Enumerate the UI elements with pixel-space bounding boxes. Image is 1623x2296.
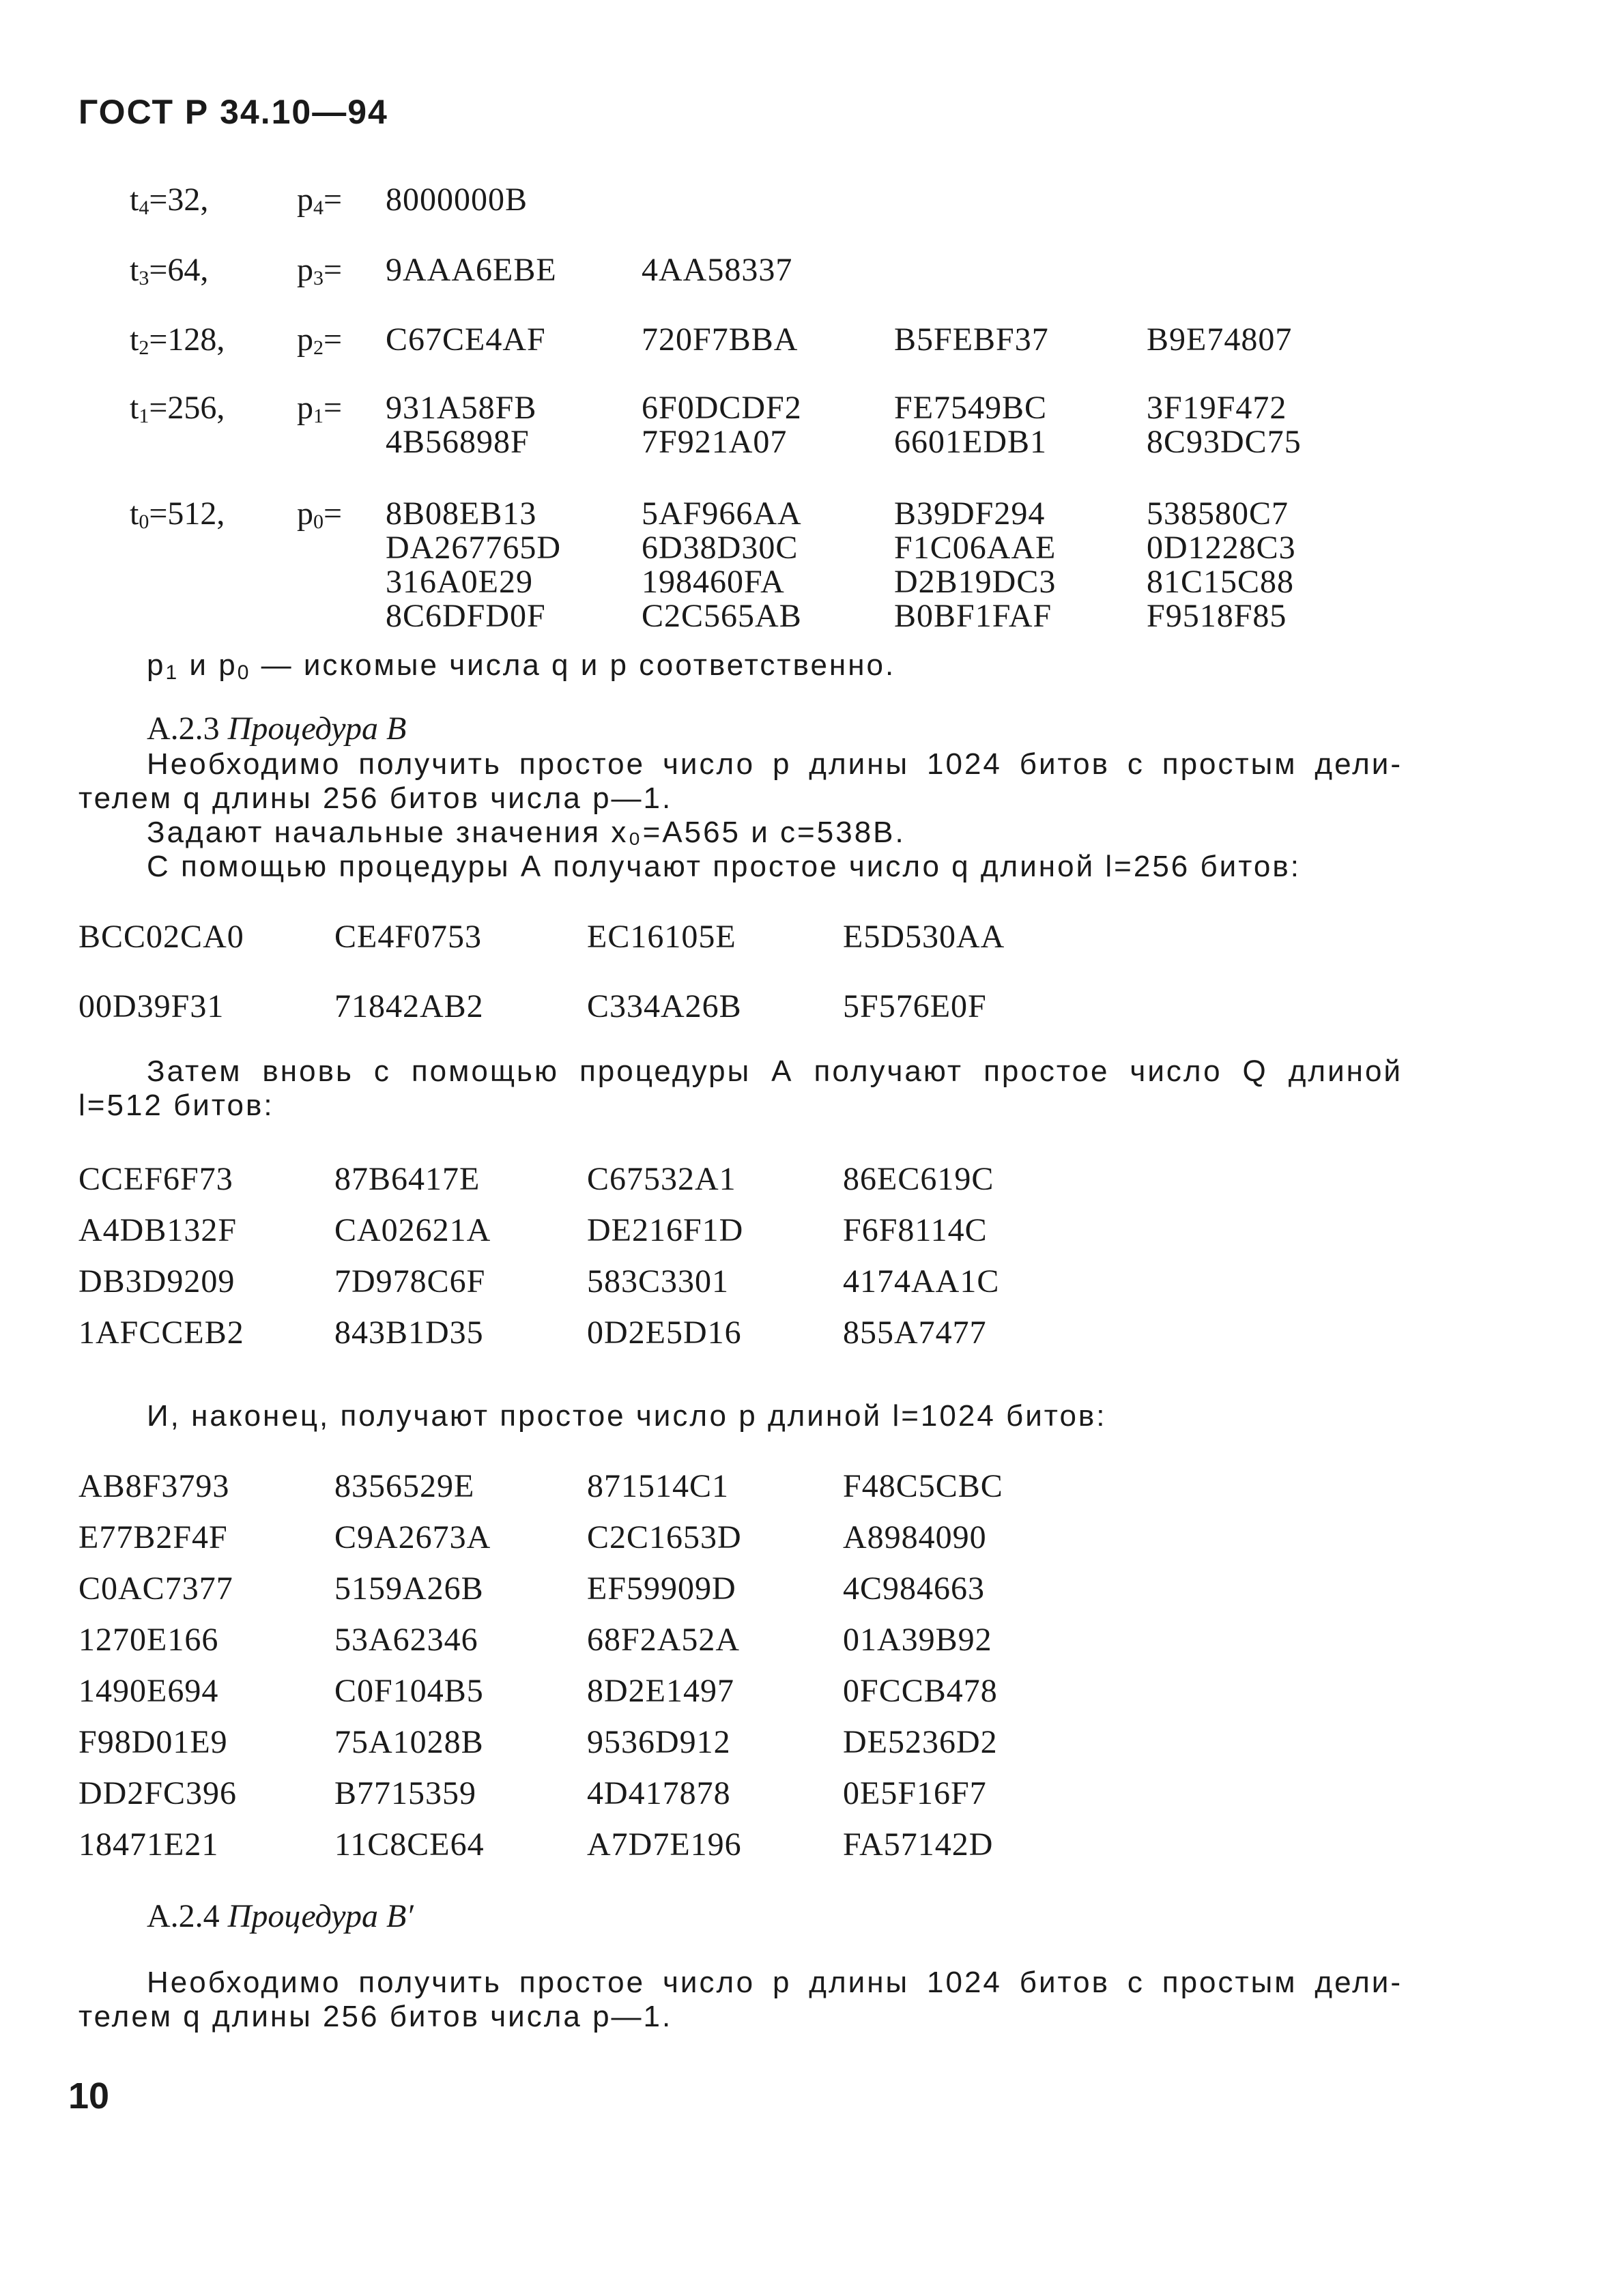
t-symbol: t xyxy=(130,252,139,288)
p-subscript: 3 xyxy=(313,267,324,289)
p-equals: = xyxy=(324,252,343,288)
section-a23-text: Необходимо получить простое число p длины 1024 битов с простым дели- телем q длины 256 битов числа p—1. Задают начальные значения x₀=A565 и c=538B. С помощью процедуры А получают простое число q длиной l=256 битов: xyxy=(78,747,1403,883)
hex-value: 4AA58337 xyxy=(642,252,793,288)
hex-value: 583C3301 xyxy=(587,1263,730,1300)
hex-value: B39DF294 xyxy=(894,496,1046,532)
hex-value: 5159A26B xyxy=(334,1570,484,1607)
hex-value: BCC02CA0 xyxy=(78,919,244,955)
t-symbol: t xyxy=(130,496,139,532)
hex-value: 538580C7 xyxy=(1147,496,1289,532)
hex-value: 6601EDB1 xyxy=(894,424,1047,460)
hex-value: 4C984663 xyxy=(843,1570,986,1607)
hex-value: 8B08EB13 xyxy=(386,496,537,532)
t-label xyxy=(130,495,225,534)
hex-value: EF59909D xyxy=(587,1570,736,1607)
hex-value: B5FEBF37 xyxy=(894,321,1049,358)
hex-value: 316A0E29 xyxy=(386,564,533,600)
t-symbol: t xyxy=(130,321,139,358)
hex-value: C0F104B5 xyxy=(334,1673,484,1709)
t-subscript: 0 xyxy=(139,511,149,533)
hex-value: C2C1653D xyxy=(587,1519,742,1555)
section-a24-heading: А.2.4 Процедура В′ xyxy=(147,1898,414,1934)
t-value: =256, xyxy=(149,390,225,426)
p-symbol: p xyxy=(297,252,313,288)
t-subscript: 2 xyxy=(139,336,149,359)
hex-value: A4DB132F xyxy=(78,1212,238,1248)
hex-value: FA57142D xyxy=(843,1826,994,1863)
p-label xyxy=(297,389,342,428)
hex-value: 3F19F472 xyxy=(1147,390,1287,426)
hex-value: 8000000B xyxy=(386,182,528,218)
hex-value: 0D2E5D16 xyxy=(587,1315,742,1351)
hex-value: DA267765D xyxy=(386,530,561,566)
hex-value: 75A1028B xyxy=(334,1724,484,1760)
hex-value: CA02621A xyxy=(334,1212,491,1248)
p-subscript: 2 xyxy=(313,336,324,359)
hex-value: DD2FC396 xyxy=(78,1775,238,1811)
p-label xyxy=(297,495,342,534)
hex-value: 0FCCB478 xyxy=(843,1673,998,1709)
hex-value: EC16105E xyxy=(587,919,736,955)
t-value: =128, xyxy=(149,321,225,358)
hex-value: A7D7E196 xyxy=(587,1826,742,1863)
t-label xyxy=(130,321,225,360)
hex-value: 18471E21 xyxy=(78,1826,219,1863)
hex-value: 53A62346 xyxy=(334,1622,478,1658)
hex-value: 00D39F31 xyxy=(78,988,225,1024)
hex-value: 931A58FB xyxy=(386,390,537,426)
hex-value: 1490E694 xyxy=(78,1673,219,1709)
hex-value: 8D2E1497 xyxy=(587,1673,734,1709)
hex-value: 0E5F16F7 xyxy=(843,1775,987,1811)
p-subscript: 1 xyxy=(313,405,324,427)
hex-value: CE4F0753 xyxy=(334,919,483,955)
p-symbol: p xyxy=(297,390,313,426)
t-value: =32, xyxy=(149,182,209,218)
hex-value: C67532A1 xyxy=(587,1161,736,1197)
hex-value: C9A2673A xyxy=(334,1519,491,1555)
t-symbol: t xyxy=(130,182,139,218)
hex-value: 11C8CE64 xyxy=(334,1826,485,1863)
p-equals: = xyxy=(324,496,343,532)
hex-value: 843B1D35 xyxy=(334,1315,484,1351)
note-line: $p_1$ и $p_0$ — искомые числа q и p соответственно. xyxy=(147,648,896,684)
t-label xyxy=(130,389,225,428)
p-label xyxy=(297,321,342,360)
p-intro-text: И, наконец, получают простое число p длиной l=1024 битов: xyxy=(147,1399,1107,1433)
p-subscript: 4 xyxy=(313,197,324,219)
t-value: =512, xyxy=(149,496,225,532)
t-subscript: 4 xyxy=(139,197,149,219)
hex-value: A8984090 xyxy=(843,1519,987,1555)
hex-value: 8C6DFD0F xyxy=(386,598,546,634)
p-label xyxy=(297,181,342,220)
hex-value: FE7549BC xyxy=(894,390,1048,426)
hex-value: DE5236D2 xyxy=(843,1724,998,1760)
section-a24-text: Необходимо получить простое число p длины 1024 битов с простым дели- телем q длины 256 битов числа p—1. xyxy=(78,1966,1403,2033)
hex-value: 5F576E0F xyxy=(843,988,987,1024)
p-symbol: p xyxy=(297,496,313,532)
hex-value: C0AC7377 xyxy=(78,1570,233,1607)
hex-value: AB8F3793 xyxy=(78,1468,230,1504)
Q-intro-text: Затем вновь с помощью процедуры А получают простое число Q длиной l=512 битов: xyxy=(78,1054,1403,1122)
t-label xyxy=(130,181,208,220)
hex-value: 71842AB2 xyxy=(334,988,484,1024)
p-equals: = xyxy=(324,390,343,426)
p-symbol: p xyxy=(297,321,313,358)
t-subscript: 1 xyxy=(139,405,149,427)
hex-value: 9536D912 xyxy=(587,1724,731,1760)
hex-value: 9AAA6EBE xyxy=(386,252,557,288)
p-label xyxy=(297,251,342,290)
hex-value: B0BF1FAF xyxy=(894,598,1052,634)
hex-value: 87B6417E xyxy=(334,1161,480,1197)
hex-value: F9518F85 xyxy=(1147,598,1287,634)
hex-value: 81C15C88 xyxy=(1147,564,1295,600)
t-label xyxy=(130,251,208,290)
hex-value: E77B2F4F xyxy=(78,1519,228,1555)
t-subscript: 3 xyxy=(139,267,149,289)
p-equals: = xyxy=(324,321,343,358)
page-number: 10 xyxy=(68,2076,110,2116)
hex-value: DE216F1D xyxy=(587,1212,744,1248)
hex-value: C2C565AB xyxy=(642,598,802,634)
hex-value: B9E74807 xyxy=(1147,321,1293,358)
hex-value: 855A7477 xyxy=(843,1315,987,1351)
hex-value: 720F7BBA xyxy=(642,321,799,358)
p-symbol: p xyxy=(297,182,313,218)
hex-value: C334A26B xyxy=(587,988,742,1024)
hex-value: 198460FA xyxy=(642,564,785,600)
hex-value: DB3D9209 xyxy=(78,1263,235,1300)
hex-value: 4174AA1C xyxy=(843,1263,1000,1300)
hex-value: 871514C1 xyxy=(587,1468,730,1504)
hex-value: 01A39B92 xyxy=(843,1622,992,1658)
hex-value: C67CE4AF xyxy=(386,321,546,358)
section-a23-heading: А.2.3 Процедура В xyxy=(147,711,407,747)
hex-value: D2B19DC3 xyxy=(894,564,1057,600)
hex-value: B7715359 xyxy=(334,1775,477,1811)
t-value: =64, xyxy=(149,252,209,288)
hex-value: F6F8114C xyxy=(843,1212,988,1248)
hex-value: 68F2A52A xyxy=(587,1622,741,1658)
hex-value: 5AF966AA xyxy=(642,496,802,532)
p-equals: = xyxy=(324,182,343,218)
p-subscript: 0 xyxy=(313,511,324,533)
hex-value: F48C5CBC xyxy=(843,1468,1003,1504)
hex-value: F98D01E9 xyxy=(78,1724,228,1760)
hex-value: 4D417878 xyxy=(587,1775,731,1811)
hex-value: CCEF6F73 xyxy=(78,1161,233,1197)
hex-value: 1AFCCEB2 xyxy=(78,1315,244,1351)
hex-value: 6D38D30C xyxy=(642,530,799,566)
page-header: ГОСТ Р 34.10—94 xyxy=(78,93,388,131)
hex-value: 4B56898F xyxy=(386,424,530,460)
hex-value: 8C93DC75 xyxy=(1147,424,1302,460)
t-symbol: t xyxy=(130,390,139,426)
hex-value: 1270E166 xyxy=(78,1622,219,1658)
hex-value: 7F921A07 xyxy=(642,424,788,460)
hex-value: F1C06AAE xyxy=(894,530,1057,566)
hex-value: 86EC619C xyxy=(843,1161,994,1197)
hex-value: 6F0DCDF2 xyxy=(642,390,802,426)
hex-value: E5D530AA xyxy=(843,919,1005,955)
hex-value: 7D978C6F xyxy=(334,1263,486,1300)
hex-value: 0D1228C3 xyxy=(1147,530,1296,566)
hex-value: 8356529E xyxy=(334,1468,475,1504)
